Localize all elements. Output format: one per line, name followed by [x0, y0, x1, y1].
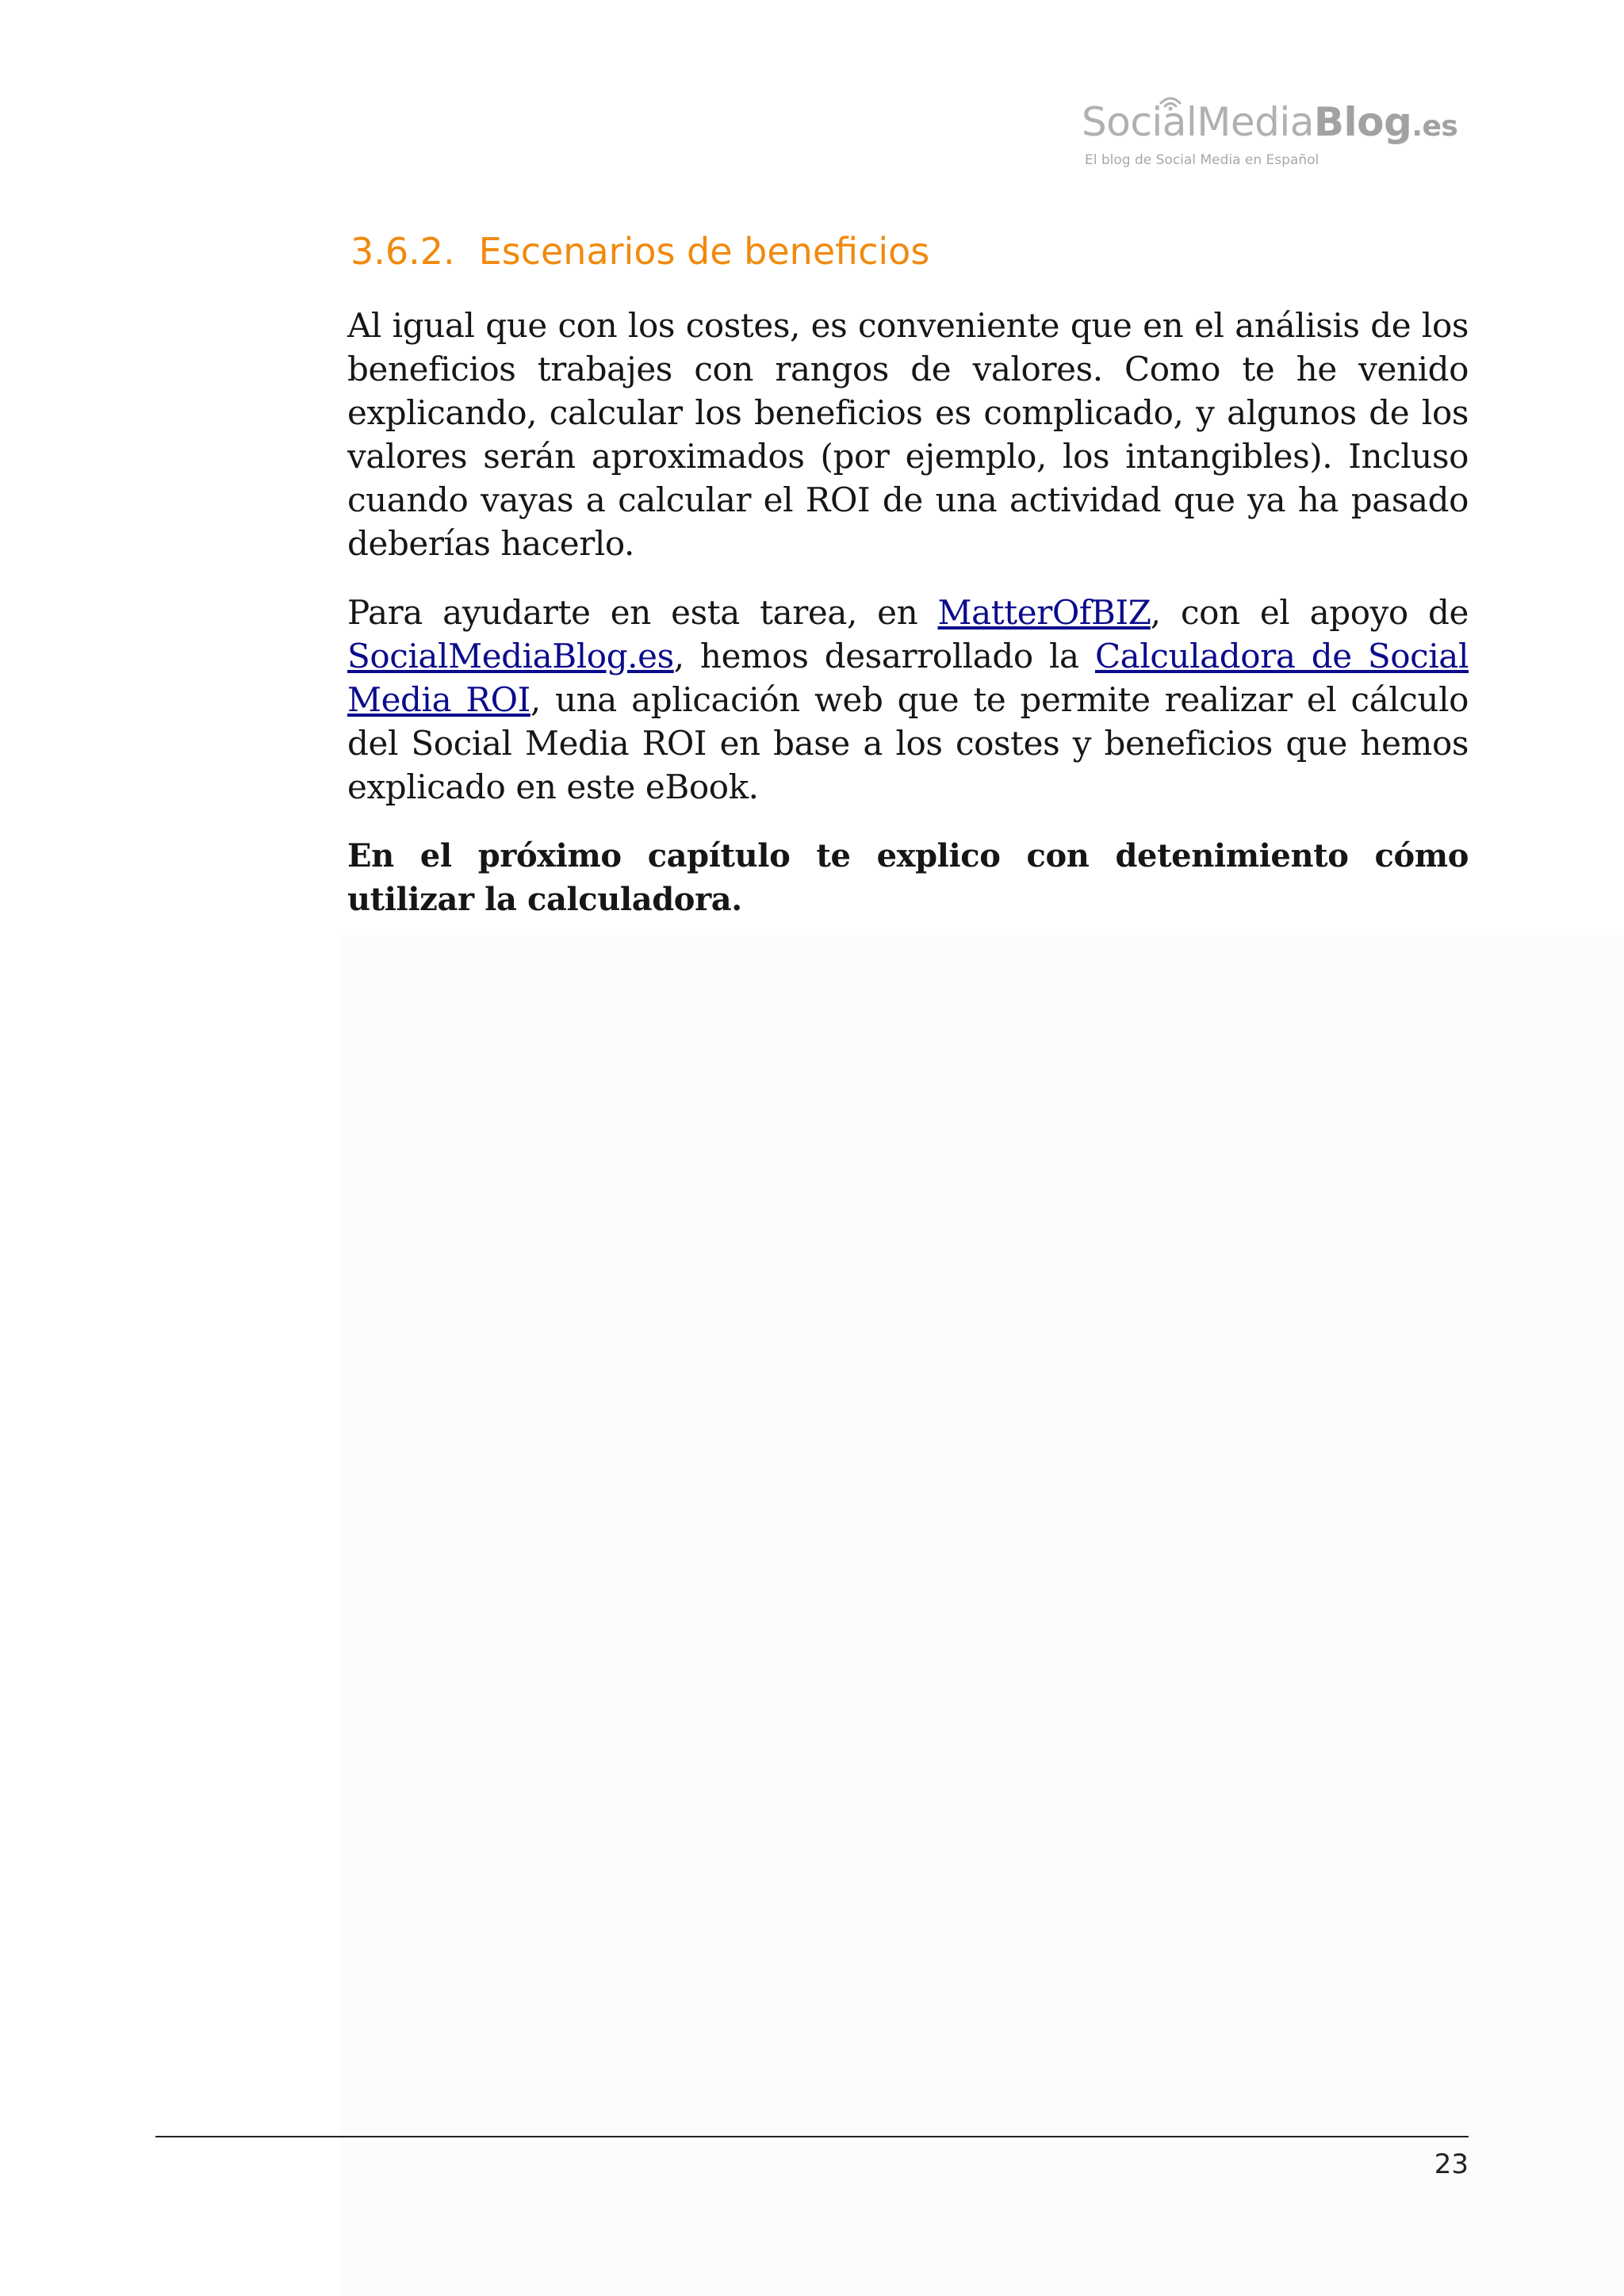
logo-word-media: Media — [1197, 99, 1314, 145]
section-title: Escenarios de beneficios — [478, 230, 930, 273]
logo-word-social: Social — [1082, 99, 1197, 145]
page-background-shade — [341, 936, 1624, 2296]
paragraph-text: , hemos desarrollado la — [673, 637, 1095, 675]
page-number: 23 — [1434, 2149, 1469, 2180]
paragraph-text: , con el apoyo de — [1150, 593, 1469, 632]
paragraph-next-chapter: En el próximo capítulo te explico con detenimiento cómo utilizar la calculadora. — [347, 837, 1469, 918]
logo-wordmark — [1082, 98, 1457, 151]
logo-tld: .es — [1411, 110, 1458, 143]
paragraph-calculator — [347, 591, 1469, 809]
paragraph-text: Para ayudarte en esta tarea, en — [347, 593, 938, 632]
section-heading — [350, 230, 929, 273]
logo-tagline: El blog de Social Media en Español — [1085, 152, 1320, 168]
section-number: 3.6.2. — [350, 230, 455, 273]
logo-word-blog: Blog — [1313, 99, 1412, 145]
paragraph-ranges: Al igual que con los costes, es conveniente que en el análisis de los beneficios trabajes con rangos de valores. Como te he venido explicando, calcular los beneficios es complicado, y algunos de los valores serán aproximados (por ejemplo, los intangibles). Incluso cuando vayas a calcular el ROI de una actividad que ya ha pasado deberías hacerlo. — [347, 306, 1469, 563]
footer-divider — [155, 2136, 1469, 2137]
paragraph-text: , una aplicación web que te permite realizar el cálculo del Social Media ROI en base a los costes y beneficios que hemos explicado en este eBook. — [347, 680, 1469, 806]
body-text — [347, 304, 1469, 947]
link-socialmediablog[interactable]: SocialMediaBlog.es — [347, 637, 674, 675]
link-matterofbiz[interactable]: MatterOfBIZ — [937, 593, 1151, 632]
link-calculadora-roi[interactable]: Calculadora de Social Media ROI — [347, 637, 1469, 719]
socialmediablog-logo — [1082, 94, 1478, 173]
